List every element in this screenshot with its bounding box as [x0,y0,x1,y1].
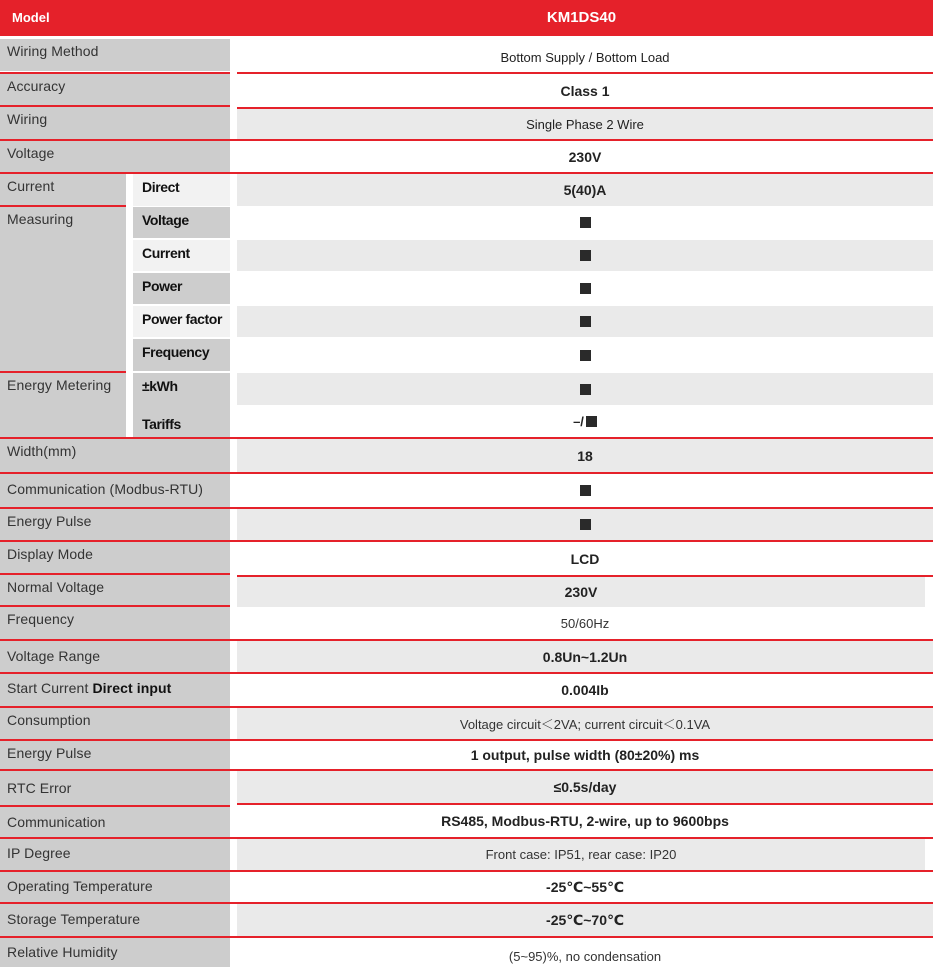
sublabel-tariffs: Tariffs [133,405,230,437]
label-voltage: Voltage [0,141,230,172]
value-display-mode: LCD [570,550,600,567]
value-relative-humidity: (5~95)%, no condensation [508,949,662,964]
value-measuring-power [237,273,933,304]
supported-marker-icon [580,283,591,294]
supported-marker-icon [580,316,591,327]
value-ip-degree: Front case: IP51, rear case: IP20 [237,839,925,870]
label-width: Width(mm) [0,439,230,472]
supported-marker-icon [580,350,591,361]
value-frequency: 50/60Hz [560,615,610,631]
label-relative-humidity: Relative Humidity [0,938,230,967]
label-frequency: Frequency [0,607,230,639]
column-gap [230,36,237,967]
label-ip-degree: IP Degree [0,839,230,870]
label-measuring: Measuring [0,207,126,371]
start-current-text: Start Current [7,680,89,696]
model-value: KM1DS40 [546,9,617,26]
value-voltage-range: 0.8Un~1.2Un [237,641,933,672]
label-normal-voltage: Normal Voltage [0,575,230,605]
label-start-current [0,674,230,706]
sublabel-voltage: Voltage [133,207,230,238]
value-consumption: Voltage circuit＜2VA; current circuit＜0.1VA [237,708,933,739]
supported-marker-icon [580,217,591,228]
sublabel-current: Current [133,240,230,271]
value-normal-voltage: 230V [237,577,925,607]
label-operating-temperature: Operating Temperature [0,872,230,902]
value-operating-temperature: -25℃~55℃ [546,878,624,895]
label-communication-modbus: Communication (Modbus-RTU) [0,474,230,507]
sublabel-power: Power [133,273,230,304]
label-storage-temperature: Storage Temperature [0,904,230,936]
value-wiring: Single Phase 2 Wire [237,109,933,139]
value-current: 5(40)A [237,174,933,206]
value-communication: RS485, Modbus-RTU, 2-wire, up to 9600bps [441,813,729,829]
sublabel-frequency: Frequency [133,339,230,371]
label-energy-metering: Energy Metering [0,373,126,437]
label-rtc-error: RTC Error [0,771,230,805]
label-accuracy: Accuracy [0,74,230,105]
value-start-current: 0.004Ib [561,682,609,698]
value-wiring-method: Bottom Supply / Bottom Load [500,49,670,65]
value-measuring-power-factor [237,306,933,337]
label-display-mode: Display Mode [0,542,230,573]
label-communication: Communication [0,807,230,837]
label-consumption: Consumption [0,708,230,739]
value-storage-temperature: -25℃~70℃ [237,904,933,936]
value-energy-pulse [237,509,933,540]
label-current: Current [0,174,126,206]
value-measuring-current [237,240,933,271]
value-communication-modbus [237,474,933,507]
supported-marker-icon [580,519,591,530]
sublabel-power-factor: Power factor [133,306,230,337]
table-header [0,0,933,36]
sublabel-kwh: ±kWh [133,373,230,405]
supported-marker-icon [580,250,591,261]
value-tariffs [237,405,933,437]
sublabel-direct: Direct [133,174,230,206]
label-energy-pulse: Energy Pulse [0,509,230,540]
label-wiring-method: Wiring Method [0,39,230,71]
value-rtc-error: ≤0.5s/day [237,771,933,803]
supported-marker-icon [580,485,591,496]
value-kwh [237,373,933,405]
label-energy-pulse-output: Energy Pulse [0,741,230,769]
value-measuring-voltage [237,207,933,238]
supported-marker-icon [580,384,591,395]
start-current-direct-input: Direct input [92,680,172,696]
model-label: Model [12,10,50,25]
tariffs-text: –/ [573,413,584,429]
value-measuring-frequency [237,339,933,371]
value-voltage: 230V [568,148,602,165]
supported-marker-icon [586,416,597,427]
value-energy-pulse-output: 1 output, pulse width (80±20%) ms [470,747,700,763]
value-width: 18 [237,439,933,472]
value-accuracy: Class 1 [560,82,610,99]
tariffs-combo [573,414,597,429]
label-wiring: Wiring [0,107,230,139]
label-voltage-range: Voltage Range [0,641,230,672]
